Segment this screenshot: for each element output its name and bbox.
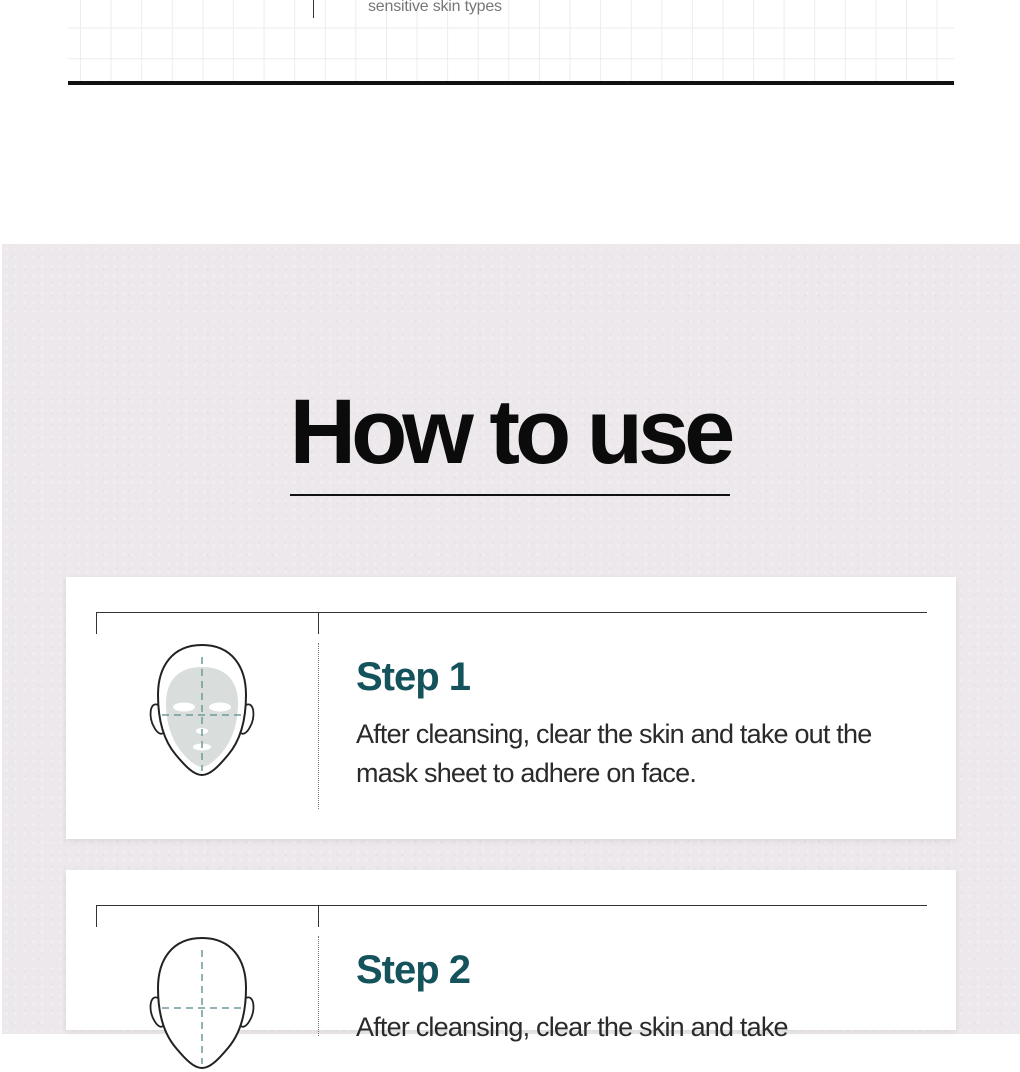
card-dotted-divider bbox=[318, 936, 319, 1036]
card-top-rule bbox=[96, 905, 927, 906]
step-label: Step 2 bbox=[356, 948, 471, 992]
card-dotted-divider bbox=[318, 643, 319, 809]
step-description: After cleansing, clear the skin and take bbox=[356, 1012, 788, 1042]
table-cell-text: sensitive skin types bbox=[368, 0, 502, 15]
table-column-divider bbox=[313, 0, 314, 18]
step-card bbox=[66, 870, 956, 1042]
card-tick-left bbox=[96, 612, 97, 634]
title-underline bbox=[290, 494, 730, 496]
section-title: How to use bbox=[289, 381, 731, 483]
card-top-rule bbox=[96, 612, 927, 613]
table-bottom-rule bbox=[68, 81, 954, 85]
card-tick-mid bbox=[318, 905, 319, 927]
card-tick-mid bbox=[318, 612, 319, 634]
step-label: Step 1 bbox=[356, 655, 471, 699]
face-mask-icon bbox=[148, 936, 256, 1072]
comparison-table-bottom bbox=[68, 0, 954, 82]
face-mask-icon bbox=[148, 643, 256, 779]
card-tick-left bbox=[96, 905, 97, 927]
step-card bbox=[66, 577, 956, 839]
step-description: After cleansing, clear the skin and take out the mask sheet to adhere on face. bbox=[356, 719, 872, 788]
